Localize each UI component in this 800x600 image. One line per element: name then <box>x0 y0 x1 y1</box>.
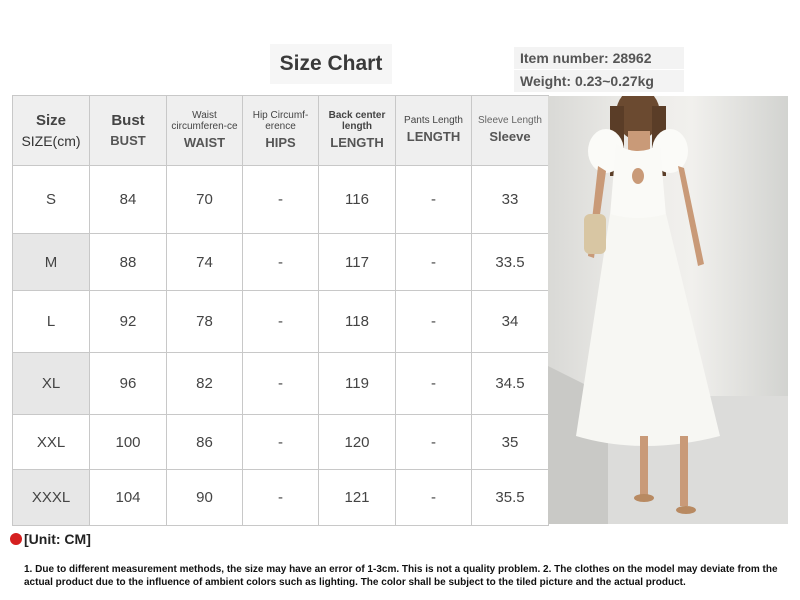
table-row <box>13 166 549 234</box>
unit-text: [Unit: CM] <box>24 531 91 547</box>
table-row <box>13 234 549 291</box>
sleeve-cell: 33 <box>472 166 549 234</box>
size-table <box>12 95 549 526</box>
bust-cell: 96 <box>90 353 167 415</box>
header-pants-length-top: Pants Length <box>404 115 463 126</box>
header-waist-bottom: WAIST <box>183 134 226 150</box>
hips-cell: - <box>243 415 319 470</box>
size-cell: L <box>13 291 90 353</box>
item-number: Item number: 28962 <box>514 47 684 69</box>
size-chart-title: Size Chart <box>270 44 392 84</box>
header-bust-top: Bust <box>111 111 145 129</box>
header-back-length-top: Back center length <box>328 109 386 132</box>
waist-cell: 70 <box>167 166 243 234</box>
header-bust <box>90 96 167 166</box>
back-length-cell: 120 <box>319 415 396 470</box>
header-sleeve-top: Sleeve Length <box>478 115 542 126</box>
red-dot-icon <box>10 533 22 545</box>
bust-cell: 100 <box>90 415 167 470</box>
header-hips <box>243 96 319 166</box>
bust-cell: 104 <box>90 470 167 526</box>
weight-info: Weight: 0.23~0.27kg <box>514 70 684 92</box>
sleeve-cell: 33.5 <box>472 234 549 291</box>
header-hips-bottom: HIPS <box>265 134 296 150</box>
table-header-row <box>13 96 549 166</box>
size-cell: XL <box>13 353 90 415</box>
header-waist-top: Waist circumferen-ce <box>171 109 238 132</box>
header-sleeve-bottom: Sleeve <box>489 129 531 144</box>
model-dress-illustration <box>548 96 788 524</box>
model-photo <box>548 96 788 524</box>
sleeve-cell: 34.5 <box>472 353 549 415</box>
size-cell: XXL <box>13 415 90 470</box>
hips-cell: - <box>243 353 319 415</box>
header-waist <box>167 96 243 166</box>
pants-length-cell: - <box>396 291 472 353</box>
pants-length-cell: - <box>396 415 472 470</box>
back-length-cell: 121 <box>319 470 396 526</box>
header-sleeve <box>472 96 549 166</box>
pants-length-cell: - <box>396 234 472 291</box>
sleeve-cell: 34 <box>472 291 549 353</box>
waist-cell: 82 <box>167 353 243 415</box>
back-length-cell: 119 <box>319 353 396 415</box>
header-back-length <box>319 96 396 166</box>
header-pants-length-bottom: LENGTH <box>406 129 461 144</box>
waist-cell: 78 <box>167 291 243 353</box>
header-size-top: Size <box>35 111 66 129</box>
waist-cell: 90 <box>167 470 243 526</box>
waist-cell: 86 <box>167 415 243 470</box>
table-row <box>13 470 549 526</box>
header-bust-bottom: BUST <box>110 132 146 148</box>
hips-cell: - <box>243 291 319 353</box>
bust-cell: 92 <box>90 291 167 353</box>
pants-length-cell: - <box>396 470 472 526</box>
bust-cell: 88 <box>90 234 167 291</box>
table-row <box>13 415 549 470</box>
pants-length-cell: - <box>396 353 472 415</box>
hips-cell: - <box>243 234 319 291</box>
back-length-cell: 117 <box>319 234 396 291</box>
back-length-cell: 116 <box>319 166 396 234</box>
hips-cell: - <box>243 470 319 526</box>
disclaimer-note: 1. Due to different measurement methods, the size may have an error of 1-3cm. This is not a quality problem. 2. The clothes on the model may deviate from the actual product due to the influence of ambient colors such as lighting. The color shall be subject to the tiled picture and the actual product. <box>24 564 778 588</box>
sleeve-cell: 35.5 <box>472 470 549 526</box>
hips-cell: - <box>243 166 319 234</box>
header-pants-length <box>396 96 472 166</box>
header-hips-top: Hip Circumf-erence <box>252 109 309 132</box>
bust-cell: 84 <box>90 166 167 234</box>
size-cell: M <box>13 234 90 291</box>
size-cell: XXXL <box>13 470 90 526</box>
pants-length-cell: - <box>396 166 472 234</box>
header-size <box>13 96 90 166</box>
waist-cell: 74 <box>167 234 243 291</box>
table-row <box>13 291 549 353</box>
unit-label <box>10 529 91 549</box>
sleeve-cell: 35 <box>472 415 549 470</box>
table-row <box>13 353 549 415</box>
header-back-length-bottom: LENGTH <box>330 134 384 150</box>
size-cell: S <box>13 166 90 234</box>
back-length-cell: 118 <box>319 291 396 353</box>
header-size-bottom: SIZE(cm) <box>21 132 81 149</box>
